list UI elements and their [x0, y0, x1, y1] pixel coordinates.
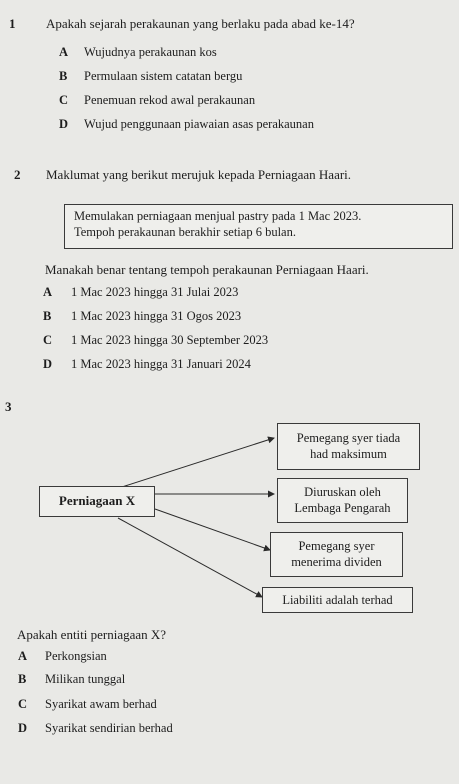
- question-text: Apakah entiti perniagaan X?: [17, 627, 167, 642]
- option-letter: A: [59, 45, 69, 59]
- info-line-2: Tempoh perakaunan berakhir setiap 6 bulan.: [74, 225, 296, 239]
- info-line-1: Memulakan perniagaan menjual pastry pada 1 Mac 2023.: [74, 209, 362, 223]
- feature-line: Liabiliti adalah terhad: [282, 593, 393, 607]
- feature-line: Pemegang syer: [298, 539, 375, 553]
- connector-arrow-1: [122, 438, 274, 487]
- question-number: 1: [9, 16, 16, 31]
- feature-box-1: [277, 423, 420, 470]
- feature-box-3: [270, 532, 403, 577]
- option-text[interactable]: 1 Mac 2023 hingga 31 Januari 2024: [71, 357, 251, 371]
- option-text[interactable]: Permulaan sistem catatan bergu: [84, 69, 243, 83]
- option-text[interactable]: 1 Mac 2023 hingga 31 Ogos 2023: [71, 309, 242, 323]
- option-text[interactable]: 1 Mac 2023 hingga 31 Julai 2023: [71, 285, 239, 299]
- option-letter: B: [43, 309, 52, 323]
- question-stem: Apakah sejarah perakaunan yang berlaku pada abad ke-14?: [46, 16, 355, 31]
- question-number: 3: [5, 399, 12, 414]
- feature-box-4: [262, 587, 413, 613]
- feature-line: Diuruskan oleh: [304, 485, 381, 499]
- option-letter: D: [59, 117, 69, 131]
- feature-line: Pemegang syer tiada: [296, 431, 401, 445]
- option-letter: C: [59, 93, 69, 107]
- feature-line: Lembaga Pengarah: [294, 501, 391, 515]
- option-text[interactable]: Wujud penggunaan piawaian asas perakaunan: [84, 117, 314, 131]
- option-text[interactable]: Wujudnya perakaunan kos: [84, 45, 217, 59]
- option-text[interactable]: 1 Mac 2023 hingga 30 September 2023: [71, 333, 269, 347]
- question-number: 2: [14, 167, 21, 182]
- option-letter: C: [43, 333, 53, 347]
- option-text[interactable]: Syarikat awam berhad: [45, 697, 157, 711]
- option-letter: B: [59, 69, 68, 83]
- source-entity-box: Perniagaan X: [39, 486, 155, 517]
- option-text[interactable]: Syarikat sendirian berhad: [45, 721, 173, 735]
- option-letter: D: [18, 721, 28, 735]
- feature-line: menerima dividen: [291, 555, 382, 569]
- connector-arrow-4: [118, 518, 262, 597]
- option-letter: A: [18, 649, 28, 663]
- option-letter: B: [18, 672, 27, 686]
- option-letter: A: [43, 285, 53, 299]
- option-text[interactable]: Milikan tunggal: [45, 672, 126, 686]
- option-text[interactable]: Perkongsian: [45, 649, 107, 663]
- question-stem: Maklumat yang berikut merujuk kepada Perniagaan Haari.: [46, 167, 352, 182]
- connector-arrow-3: [155, 509, 270, 550]
- feature-line: had maksimum: [310, 447, 387, 461]
- option-text[interactable]: Penemuan rekod awal perakaunan: [84, 93, 256, 107]
- question-text: Manakah benar tentang tempoh perakaunan Perniagaan Haari.: [45, 262, 369, 277]
- option-letter: D: [43, 357, 53, 371]
- feature-box-2: [277, 478, 408, 523]
- option-letter: C: [18, 697, 28, 711]
